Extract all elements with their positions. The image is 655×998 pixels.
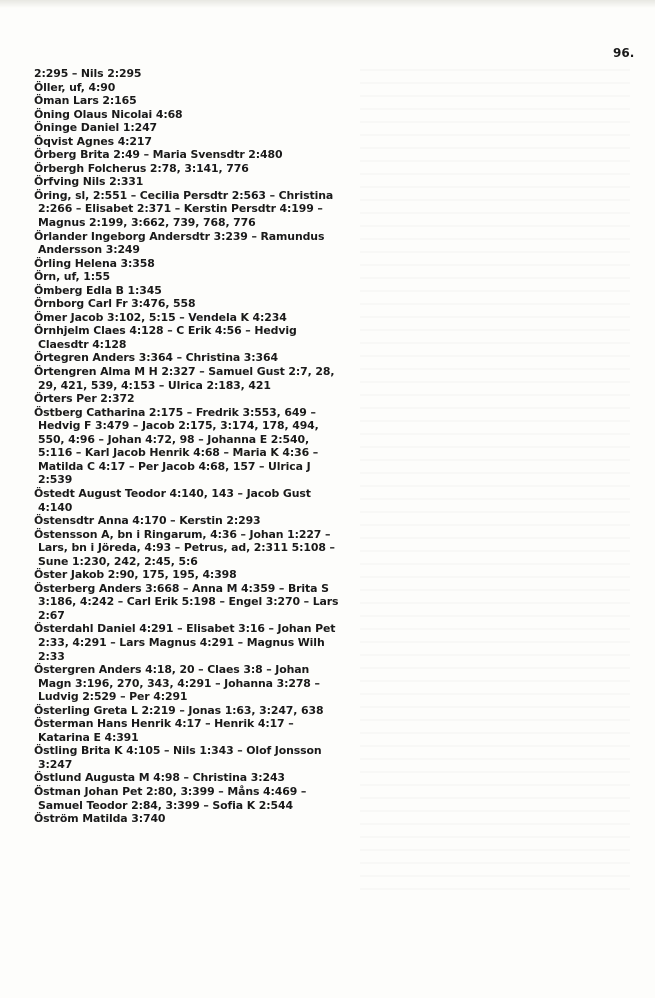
index-entry: Österberg Anders 3:668 – Anna M 4:359 – Brita S 3:186, 4:242 – Carl Erik 5:198 – Engel 3:270 – Lars 2:67	[34, 581, 339, 622]
index-entry: Österdahl Daniel 4:291 – Elisabet 3:16 – Johan Pet 2:33, 4:291 – Lars Magnus 4:291 – Magnus Wilh 2:33	[34, 622, 336, 663]
index-entry: Öström Matilda 3:740	[34, 812, 166, 826]
index-entry: Örters Per 2:372	[34, 392, 135, 406]
index-entry: Öqvist Agnes 4:217	[34, 134, 152, 148]
index-entry: Östensson A, bn i Ringarum, 4:36 – Johan 1:227 – Lars, bn i Jöreda, 4:93 – Petrus, ad, 2:311 5:108 – Sune 1:230, 242, 2:45, 5:6	[34, 527, 335, 568]
index-entry: Öning Olaus Nicolai 4:68	[34, 107, 183, 121]
index-entry: Östling Brita K 4:105 – Nils 1:343 – Olof Jonsson 3:247	[34, 744, 322, 771]
index-entry: Örfving Nils 2:331	[34, 175, 144, 189]
index-entry: Öman Lars 2:165	[34, 94, 137, 108]
index-entry: Öller, uf, 4:90	[34, 80, 116, 94]
page-number: 96.	[613, 46, 635, 60]
index-entry: Öring, sl, 2:551 – Cecilia Persdtr 2:563 – Christina 2:266 – Elisabet 2:371 – Kerstin Persdtr 4:199 – Magnus 2:199, 3:662, 739, 768, 776	[34, 188, 334, 230]
index-entry: Östlund Augusta M 4:98 – Christina 3:243	[34, 771, 285, 785]
index-entry: 2:295 – Nils 2:295	[34, 67, 142, 80]
page-fold-shadow	[0, 0, 655, 8]
index-entry: Örn, uf, 1:55	[34, 270, 110, 284]
index-entry: Österling Greta L 2:219 – Jonas 1:63, 3:247, 638	[34, 703, 324, 717]
index-entry: Örnborg Carl Fr 3:476, 558	[34, 297, 196, 311]
index-entry: Örberg Brita 2:49 – Maria Svensdtr 2:480	[34, 148, 283, 162]
index-entry: Östberg Catharina 2:175 – Fredrik 3:553, 649 – Hedvig F 3:479 – Jacob 2:175, 3:174, 178, 494, 550, 4:96 – Johan 4:72, 98 – Johanna E 2:540, 5:116 – Karl Jacob Henrik 4:68 – Maria K 4:36 – Matilda C 4:17 – Per Jacob 4:68, 157 – Ulrica J 2:539	[34, 405, 319, 487]
index-entry: Östensdtr Anna 4:170 – Kerstin 2:293	[34, 514, 261, 528]
index-entry: Ömer Jacob 3:102, 5:15 – Vendela K 4:234	[34, 310, 287, 324]
index-entry: Örlander Ingeborg Andersdtr 3:239 – Ramundus Andersson 3:249	[34, 229, 325, 257]
index-entry: Östedt August Teodor 4:140, 143 – Jacob Gust 4:140	[34, 486, 311, 514]
index-entry: Ömberg Edla B 1:345	[34, 283, 162, 297]
index-entry: Örling Helena 3:358	[34, 256, 155, 270]
index-entry: Österman Hans Henrik 4:17 – Henrik 4:17 – Katarina E 4:391	[34, 717, 294, 744]
index-entry: Örbergh Folcherus 2:78, 3:141, 776	[34, 161, 249, 175]
index-entry: Östman Johan Pet 2:80, 3:399 – Måns 4:469 – Samuel Teodor 2:84, 3:399 – Sofia K 2:544	[34, 784, 307, 812]
name-index-list	[34, 67, 344, 826]
index-entry: Örtegren Anders 3:364 – Christina 3:364	[34, 351, 278, 365]
index-entry: Östergren Anders 4:18, 20 – Claes 3:8 – Johan Magn 3:196, 270, 343, 4:291 – Johanna 3:278 – Ludvig 2:529 – Per 4:291	[34, 663, 320, 704]
index-entry: Öninge Daniel 1:247	[34, 121, 158, 135]
index-entry: Öster Jakob 2:90, 175, 195, 4:398	[34, 568, 237, 582]
bleed-through-text	[360, 60, 630, 900]
index-entry: Örnhjelm Claes 4:128 – C Erik 4:56 – Hedvig Claesdtr 4:128	[34, 324, 297, 351]
index-entry: Örtengren Alma M H 2:327 – Samuel Gust 2:7, 28, 29, 421, 539, 4:153 – Ulrica 2:183, 421	[34, 365, 335, 392]
